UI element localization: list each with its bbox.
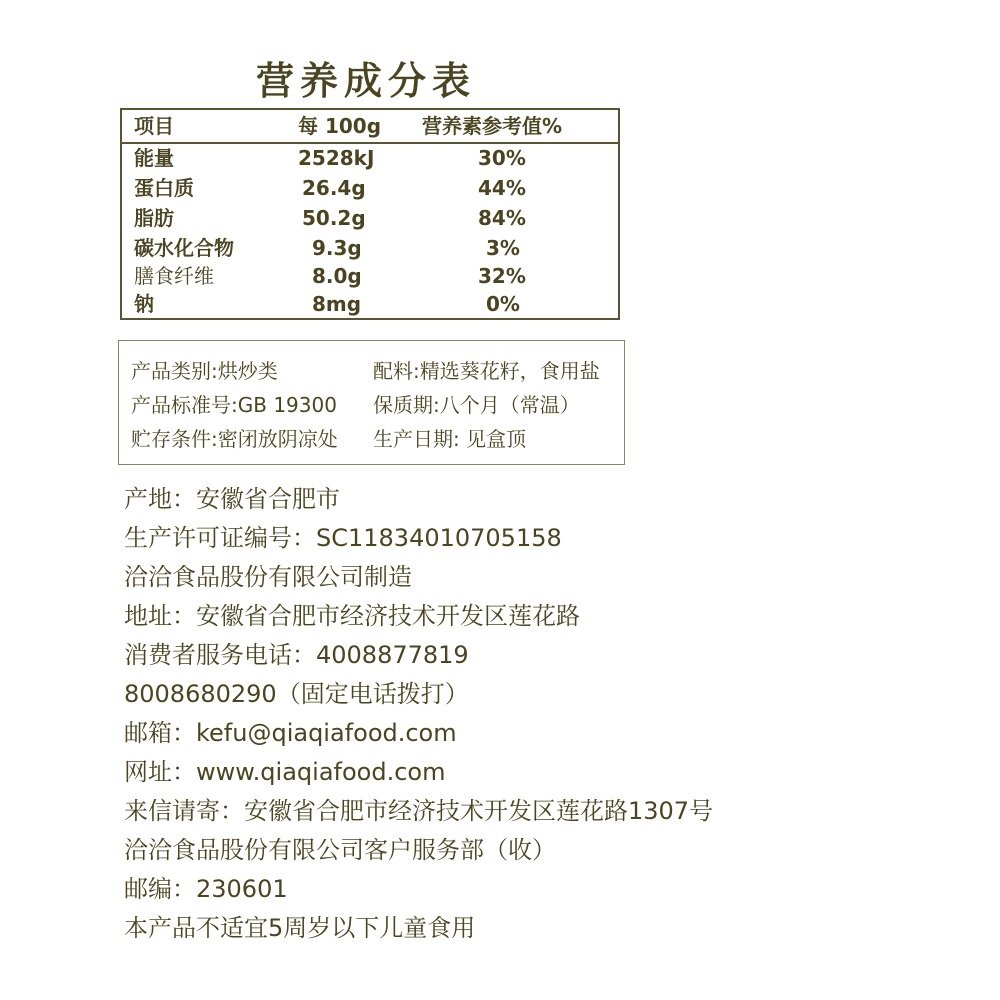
header-item: 项目 bbox=[134, 114, 174, 138]
row-value-energy: 2528kJ bbox=[298, 146, 375, 170]
product-info-box bbox=[118, 340, 625, 465]
row-nrv-dietary-fiber: 32% bbox=[478, 264, 526, 288]
nutrition-table-header bbox=[122, 110, 618, 144]
origin: 产地：安徽省合肥市 bbox=[124, 485, 340, 513]
address: 地址：安徽省合肥市经济技术开发区莲花路 bbox=[124, 602, 580, 630]
production-date: 生产日期: 见盒顶 bbox=[373, 427, 527, 451]
postal-code: 邮编：230601 bbox=[124, 875, 288, 903]
page-title: 营养成分表 bbox=[256, 59, 477, 103]
row-item-fat: 脂肪 bbox=[134, 206, 174, 230]
row-value-fat: 50.2g bbox=[302, 206, 366, 230]
ingredients: 配料:精选葵花籽，食用盐 bbox=[373, 359, 600, 383]
row-nrv-fat: 84% bbox=[478, 206, 526, 230]
storage-conditions: 贮存条件:密闭放阴凉处 bbox=[131, 427, 338, 451]
service-phone: 消费者服务电话：4008877819 bbox=[124, 641, 469, 669]
mailing-address: 来信请寄：安徽省合肥市经济技术开发区莲花路1307号 bbox=[124, 797, 714, 825]
product-standard: 产品标准号:GB 19300 bbox=[131, 393, 337, 417]
row-nrv-energy: 30% bbox=[478, 146, 526, 170]
row-value-carbohydrate: 9.3g bbox=[312, 236, 362, 260]
mailing-recipient: 洽洽食品股份有限公司客户服务部（收） bbox=[124, 836, 556, 864]
row-nrv-protein: 44% bbox=[478, 176, 526, 200]
row-nrv-carbohydrate: 3% bbox=[486, 236, 520, 260]
header-nrv: 营养素参考值% bbox=[422, 114, 563, 138]
row-value-protein: 26.4g bbox=[302, 176, 366, 200]
email: 邮箱：kefu@qiaqiafood.com bbox=[124, 719, 457, 747]
website: 网址：www.qiaqiafood.com bbox=[124, 758, 446, 786]
row-item-sodium: 钠 bbox=[134, 292, 154, 316]
manufacturer: 洽洽食品股份有限公司制造 bbox=[124, 563, 412, 591]
row-item-carbohydrate: 碳水化合物 bbox=[134, 236, 234, 260]
shelf-life: 保质期:八个月（常温） bbox=[373, 393, 580, 417]
row-nrv-sodium: 0% bbox=[486, 292, 520, 316]
row-item-energy: 能量 bbox=[134, 146, 174, 170]
row-item-protein: 蛋白质 bbox=[134, 176, 194, 200]
product-category: 产品类别:烘炒类 bbox=[131, 359, 278, 383]
row-value-dietary-fiber: 8.0g bbox=[312, 264, 362, 288]
age-warning: 本产品不适宜5周岁以下儿童食用 bbox=[124, 914, 476, 942]
header-per-100g: 每 100g bbox=[298, 114, 382, 138]
nutrition-table bbox=[120, 108, 620, 320]
production-license: 生产许可证编号：SC11834010705158 bbox=[124, 524, 562, 552]
row-value-sodium: 8mg bbox=[312, 292, 362, 316]
row-item-dietary-fiber: 膳食纤维 bbox=[134, 264, 214, 288]
landline-phone: 8008680290（固定电话拨打） bbox=[124, 680, 469, 708]
manufacturer-details bbox=[124, 480, 713, 948]
